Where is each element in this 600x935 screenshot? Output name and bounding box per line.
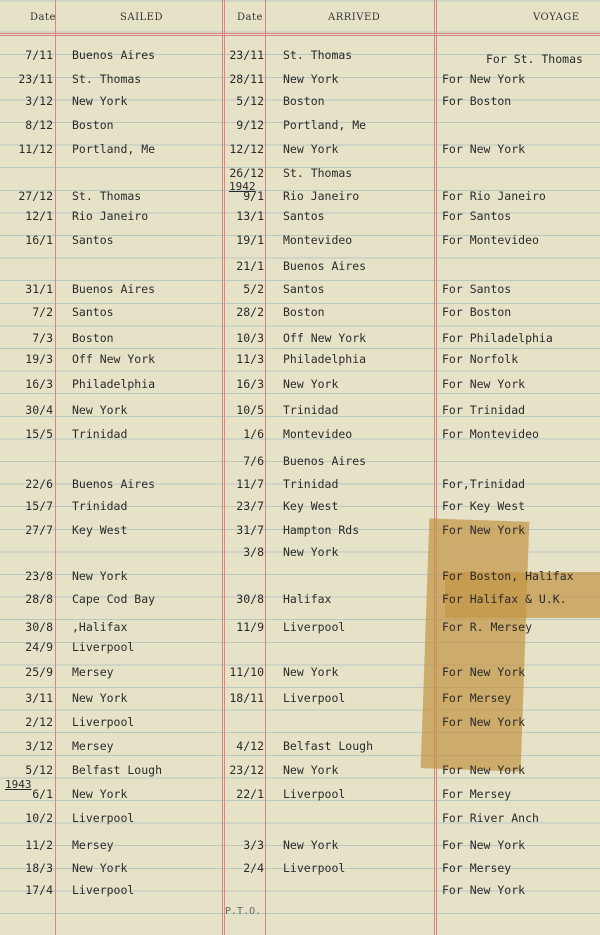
year-mark-1943: 1943 (5, 778, 32, 791)
arrived-port: New York (283, 545, 339, 559)
sailed-port: Off New York (72, 352, 156, 366)
sailed-port: St. Thomas (72, 72, 142, 86)
sailed-port: Liverpool (72, 883, 135, 897)
sailed-port: Trinidad (72, 499, 128, 513)
voyage-note: For Mersey (442, 787, 512, 801)
header-arrived: ARRIVED (328, 12, 381, 23)
sailed-date: 28/8 (25, 592, 53, 606)
arrived-port: Philadelphia (283, 352, 367, 366)
sailed-port: New York (72, 403, 128, 417)
arrived-port: New York (283, 377, 339, 391)
header-sailed: SAILED (120, 12, 163, 23)
sailed-date: 6/1 (32, 787, 53, 801)
sailed-date: 30/8 (25, 620, 53, 634)
sailed-port: Santos (72, 233, 114, 247)
sailed-date: 23/11 (18, 72, 53, 86)
arrived-port: New York (283, 142, 339, 156)
arrived-port: Belfast Lough (283, 739, 374, 753)
voyage-note: For Mersey (442, 861, 512, 875)
arrived-date: 2/4 (243, 861, 264, 875)
header-date-arrived: Date (237, 12, 263, 23)
arrived-date: 21/1 (236, 259, 264, 273)
rule-sailed (222, 0, 223, 935)
sailed-date: 11/12 (18, 142, 53, 156)
voyage-note: For River Anch (442, 811, 539, 825)
voyage-note: For Philadelphia (442, 331, 553, 345)
voyage-note: For Montevideo (442, 233, 539, 247)
sailed-date: 23/8 (25, 569, 53, 583)
sailed-port: Cape Cod Bay (72, 592, 156, 606)
rule-sailed-double (224, 0, 225, 935)
sailed-port: Boston (72, 331, 114, 345)
voyage-note: For Trinidad (442, 403, 526, 417)
voyage-note: For New York (442, 142, 526, 156)
arrived-date: 23/12 (229, 763, 264, 777)
voyage-extra: For St. Thomas (486, 52, 583, 66)
rule-arrived-double (436, 0, 437, 935)
sailed-date: 7/2 (32, 305, 53, 319)
arrived-date: 5/2 (243, 282, 264, 296)
sailed-port: St. Thomas (72, 189, 142, 203)
voyage-note: For Boston, Halifax (442, 569, 574, 583)
sailed-port: Liverpool (72, 640, 135, 654)
arrived-date: 12/12 (229, 142, 264, 156)
arrived-date: 30/8 (236, 592, 264, 606)
arrived-date: 9/1 (243, 189, 264, 203)
sailed-date: 27/7 (25, 523, 53, 537)
sailed-port: Philadelphia (72, 377, 156, 391)
arrived-date: 22/1 (236, 787, 264, 801)
arrived-port: Portland, Me (283, 118, 367, 132)
sailed-date: 22/6 (25, 477, 53, 491)
voyage-note: For New York (442, 523, 526, 537)
sailed-port: Mersey (72, 739, 114, 753)
arrived-date: 4/12 (236, 739, 264, 753)
sailed-date: 8/12 (25, 118, 53, 132)
arrived-port: Rio Janeiro (283, 189, 360, 203)
arrived-date: 23/7 (236, 499, 264, 513)
voyage-note: For Norfolk (442, 352, 519, 366)
header-date-sailed: Date (30, 12, 56, 23)
sailed-port: Liverpool (72, 811, 135, 825)
voyage-note: For New York (442, 838, 526, 852)
rule-date2 (265, 0, 266, 935)
arrived-date: 11/10 (229, 665, 264, 679)
sailed-date: 5/12 (25, 763, 53, 777)
arrived-port: Montevideo (283, 233, 353, 247)
header-voyage: VOYAGE (533, 12, 580, 23)
sailed-date: 17/4 (25, 883, 53, 897)
arrived-date: 18/11 (229, 691, 264, 705)
arrived-date: 31/7 (236, 523, 264, 537)
sailed-port: Mersey (72, 665, 114, 679)
sailed-port: Belfast Lough (72, 763, 163, 777)
arrived-port: New York (283, 763, 339, 777)
sailed-date: 25/9 (25, 665, 53, 679)
voyage-note: For,Trinidad (442, 477, 526, 491)
arrived-port: Trinidad (283, 477, 339, 491)
sailed-date: 18/3 (25, 861, 53, 875)
sailed-date: 16/3 (25, 377, 53, 391)
arrived-port: Liverpool (283, 691, 346, 705)
header-rule (0, 33, 600, 34)
sailed-date: 7/11 (25, 48, 53, 62)
arrived-port: Halifax (283, 592, 332, 606)
sailed-port: Liverpool (72, 715, 135, 729)
arrived-port: Liverpool (283, 787, 346, 801)
sailed-date: 15/7 (25, 499, 53, 513)
sailed-date: 27/12 (18, 189, 53, 203)
sailed-port: New York (72, 569, 128, 583)
sailed-date: 11/2 (25, 838, 53, 852)
sailed-port: Boston (72, 118, 114, 132)
sailed-date: 2/12 (25, 715, 53, 729)
sailed-port: ,Halifax (72, 620, 128, 634)
page-footer: P.T.O. (225, 906, 262, 917)
arrived-port: New York (283, 838, 339, 852)
sailed-date: 31/1 (25, 282, 53, 296)
arrived-port: New York (283, 72, 339, 86)
arrived-port: Santos (283, 282, 325, 296)
arrived-date: 1/6 (243, 427, 264, 441)
arrived-date: 28/11 (229, 72, 264, 86)
arrived-port: Off New York (283, 331, 367, 345)
sailed-port: New York (72, 691, 128, 705)
sailed-date: 12/1 (25, 209, 53, 223)
sailed-date: 10/2 (25, 811, 53, 825)
sailed-date: 24/9 (25, 640, 53, 654)
year-mark-1942: 1942 (229, 180, 256, 193)
arrived-port: Hampton Rds (283, 523, 360, 537)
sailed-port: Buenos Aires (72, 282, 156, 296)
arrived-date: 9/12 (236, 118, 264, 132)
tape-vertical (421, 518, 533, 771)
arrived-date: 11/7 (236, 477, 264, 491)
arrived-date: 19/1 (236, 233, 264, 247)
sailed-date: 7/3 (32, 331, 53, 345)
arrived-port: Buenos Aires (283, 454, 367, 468)
voyage-note: For Key West (442, 499, 526, 513)
arrived-date: 11/3 (236, 352, 264, 366)
voyage-note: For New York (442, 763, 526, 777)
sailed-date: 30/4 (25, 403, 53, 417)
sailed-date: 15/5 (25, 427, 53, 441)
arrived-port: Boston (283, 305, 325, 319)
sailed-port: Rio Janeiro (72, 209, 149, 223)
sailed-port: Trinidad (72, 427, 128, 441)
rule-date1 (55, 0, 56, 935)
sailed-port: New York (72, 787, 128, 801)
voyage-note: For R. Mersey (442, 620, 533, 634)
arrived-port: St. Thomas (283, 166, 353, 180)
voyage-note: For Rio Janeiro (442, 189, 546, 203)
sailed-port: Mersey (72, 838, 114, 852)
voyage-note: For Santos (442, 209, 512, 223)
arrived-date: 28/2 (236, 305, 264, 319)
arrived-date: 13/1 (236, 209, 264, 223)
voyage-note: For New York (442, 883, 526, 897)
sailed-port: Portland, Me (72, 142, 156, 156)
arrived-date: 5/12 (236, 94, 264, 108)
arrived-date: 3/8 (243, 545, 264, 559)
arrived-date: 10/3 (236, 331, 264, 345)
arrived-port: St. Thomas (283, 48, 353, 62)
voyage-note: For New York (442, 715, 526, 729)
arrived-port: Key West (283, 499, 339, 513)
arrived-date: 3/3 (243, 838, 264, 852)
sailed-date: 19/3 (25, 352, 53, 366)
voyage-note: For Halifax & U.K. (442, 592, 567, 606)
sailed-port: Buenos Aires (72, 477, 156, 491)
arrived-date: 23/11 (229, 48, 264, 62)
sailed-port: New York (72, 94, 128, 108)
sailed-port: New York (72, 861, 128, 875)
arrived-port: Trinidad (283, 403, 339, 417)
voyage-note: For Montevideo (442, 427, 539, 441)
arrived-date: 7/6 (243, 454, 264, 468)
voyage-note: For New York (442, 72, 526, 86)
rule-arrived (434, 0, 435, 935)
sailed-date: 3/11 (25, 691, 53, 705)
arrived-date: 26/12 (229, 166, 264, 180)
header-rule-double (0, 35, 600, 36)
arrived-date: 10/5 (236, 403, 264, 417)
arrived-port: Boston (283, 94, 325, 108)
voyage-note: For New York (442, 665, 526, 679)
sailed-date: 3/12 (25, 739, 53, 753)
arrived-date: 16/3 (236, 377, 264, 391)
voyage-note: For Mersey (442, 691, 512, 705)
arrived-date: 11/9 (236, 620, 264, 634)
sailed-date: 3/12 (25, 94, 53, 108)
sailed-date: 16/1 (25, 233, 53, 247)
arrived-port: Liverpool (283, 620, 346, 634)
sailed-port: Buenos Aires (72, 48, 156, 62)
voyage-note: For Boston (442, 305, 512, 319)
voyage-note: For Santos (442, 282, 512, 296)
sailed-port: Santos (72, 305, 114, 319)
arrived-port: Santos (283, 209, 325, 223)
voyage-note: For Boston (442, 94, 512, 108)
arrived-port: Montevideo (283, 427, 353, 441)
sailed-port: Key West (72, 523, 128, 537)
arrived-port: Buenos Aires (283, 259, 367, 273)
voyage-note: For New York (442, 377, 526, 391)
arrived-port: Liverpool (283, 861, 346, 875)
arrived-port: New York (283, 665, 339, 679)
